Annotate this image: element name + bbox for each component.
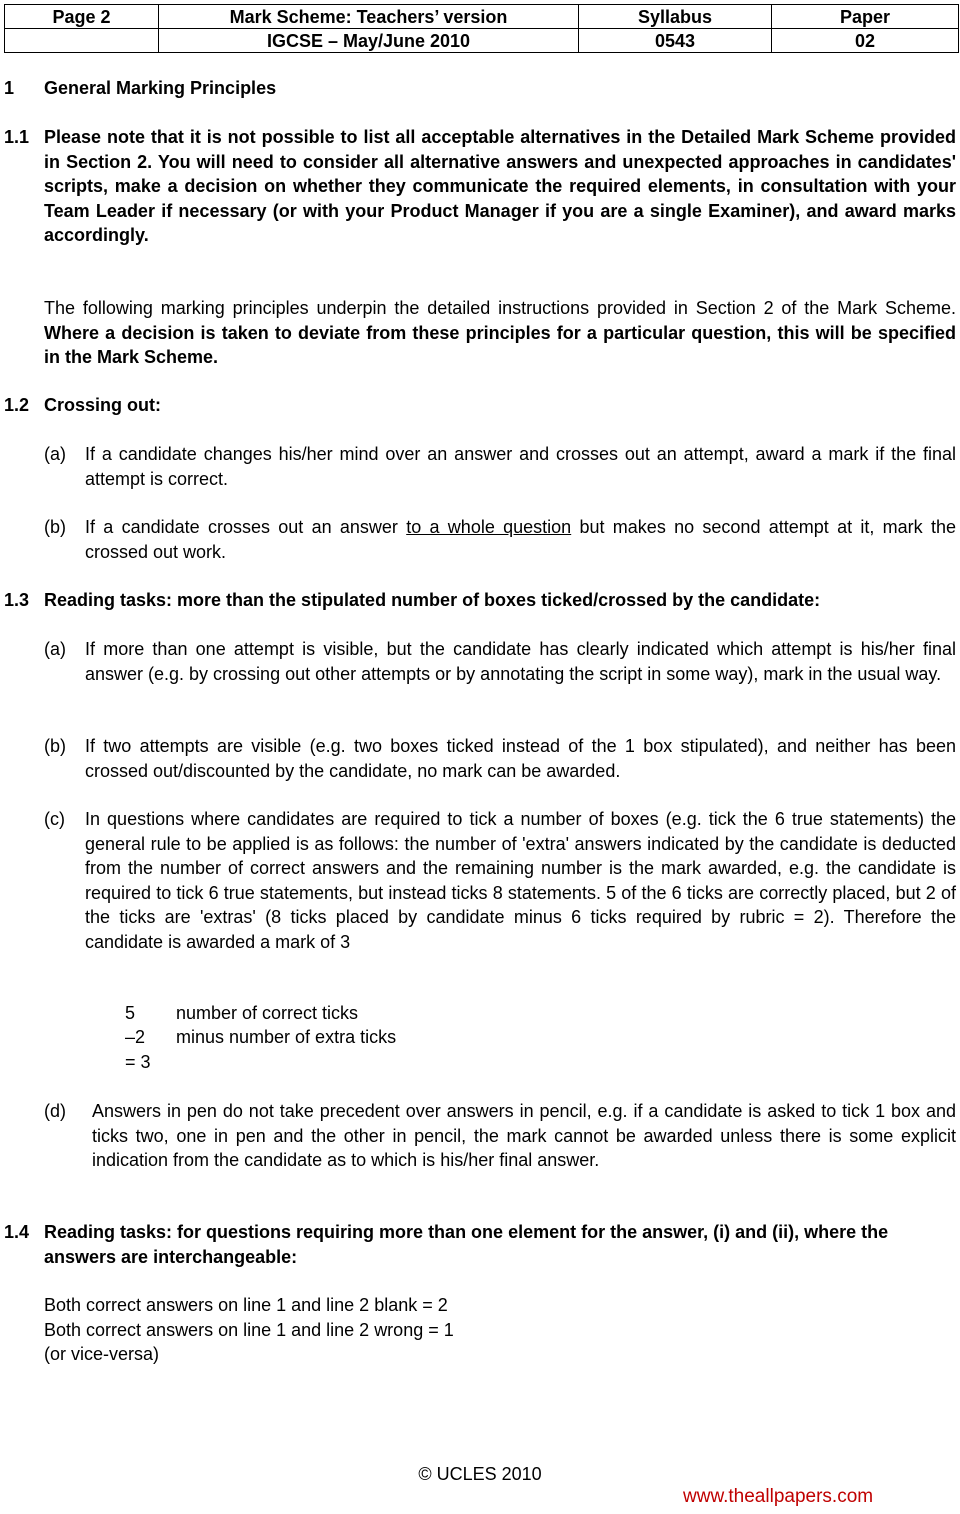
s1-1-para2-bold: Where a decision is taken to deviate from these principles for a particular question, this will be specified in the Mark Scheme. xyxy=(44,322,956,367)
s1-2-b-text-2: but makes no second attempt at it, mark the crossed out work. xyxy=(85,517,956,562)
s1-4-line-1: Both correct answers on line 1 and line 2 blank = 2 xyxy=(44,1295,448,1315)
header-paper-number: 02 xyxy=(772,29,959,53)
s1-1-paragraph-2 xyxy=(44,296,956,370)
header-empty-cell xyxy=(5,29,159,53)
header-row-2 xyxy=(5,29,959,53)
s1-3-title: Reading tasks: more than the stipulated number of boxes ticked/crossed by the candidate: xyxy=(44,590,821,610)
s1-3-c-text: In questions where candidates are required to tick a number of boxes (e.g. tick the 6 true statements) the general rule to be applied is as follows: the number of 'extra' answers indicated by the candidate is deducted from the number of correct answers and the remaining number is the mark awarded, e.g. the candidate is required to tick 6 true statements, but instead ticks 8 statements. 5 of the 6 ticks are correctly placed, but 2 of the ticks are 'extras' (8 ticks placed by candidate minus 6 ticks required by rubric = 2). Therefore the candidate is awarded a mark of 3 xyxy=(85,809,956,952)
header-page: Page 2 xyxy=(5,5,159,29)
s1-3-c-label: (c) xyxy=(44,809,65,829)
s1-3-b-text: If two attempts are visible (e.g. two boxes ticked instead of the 1 box stipulated), and neither has been crossed out/discounted by the candidate, no mark can be awarded. xyxy=(85,736,956,781)
footer-copyright: © UCLES 2010 xyxy=(418,1464,542,1484)
header-table xyxy=(4,4,959,53)
s1-1-paragraph: Please note that it is not possible to list all acceptable alternatives in the Detailed Mark Scheme provided in Section 2. You will need to consider all alternative answers and unexpected approaches in candidates' scripts, make a decision on whether they communicate the required elements, in consultation with your Team Leader if necessary (or with your Product Manager if you are a single Examiner), and award marks accordingly. xyxy=(44,127,956,245)
s1-2-b-underlined: to a whole question xyxy=(406,517,572,537)
calc-row-1-text: number of correct ticks xyxy=(176,1003,359,1023)
s1-4-line-2: Both correct answers on line 1 and line 2 wrong = 1 xyxy=(44,1320,454,1340)
s1-3-a-text: If more than one attempt is visible, but the candidate has clearly indicated which attempt is his/her final answer (e.g. by crossing out other attempts or by annotating the script in some way), mark in the usual way. xyxy=(85,639,956,684)
s1-4-title: Reading tasks: for questions requiring more than one element for the answer, (i) and (ii), where the answers are interchangeable: xyxy=(44,1222,889,1267)
header-syllabus-code: 0543 xyxy=(579,29,772,53)
s1-2-a-text: If a candidate changes his/her mind over an answer and crosses out an attempt, award a mark if the final attempt is correct. xyxy=(85,444,956,489)
header-syllabus-label: Syllabus xyxy=(579,5,772,29)
section-1-title: General Marking Principles xyxy=(44,78,277,98)
header-paper-label: Paper xyxy=(772,5,959,29)
header-exam-session: IGCSE – May/June 2010 xyxy=(159,29,579,53)
s1-1-number: 1.1 xyxy=(4,127,30,147)
s1-1-para2-normal: The following marking principles underpin the detailed instructions provided in Section 2 of the Mark Scheme. xyxy=(44,298,956,318)
header-title: Mark Scheme: Teachers’ version xyxy=(159,5,579,29)
calc-row-3-number: = 3 xyxy=(125,1052,151,1072)
s1-3-d-label: (d) xyxy=(44,1101,66,1121)
header-row-1 xyxy=(5,5,959,29)
s1-2-title: Crossing out: xyxy=(44,395,161,415)
s1-4-line-3: (or vice-versa) xyxy=(44,1344,160,1364)
calc-row-2-number: –2 xyxy=(125,1027,146,1047)
section-1-number: 1 xyxy=(4,78,15,98)
s1-2-a-label: (a) xyxy=(44,444,66,464)
s1-3-b-label: (b) xyxy=(44,736,66,756)
s1-3-number: 1.3 xyxy=(4,590,30,610)
s1-2-b-label: (b) xyxy=(44,517,66,537)
s1-2-b-text xyxy=(85,515,956,564)
s1-2-b-text-1: If a candidate crosses out an answer xyxy=(85,517,398,537)
s1-4-number: 1.4 xyxy=(4,1222,30,1242)
calc-row-2-text: minus number of extra ticks xyxy=(176,1027,397,1047)
calc-row-1-number: 5 xyxy=(125,1003,136,1023)
s1-3-d-text: Answers in pen do not take precedent over answers in pencil, e.g. if a candidate is asked to tick 1 box and ticks two, one in pen and the other in pencil, the mark cannot be awarded unless there is some explicit indication from the candidate as to which is his/her final answer. xyxy=(92,1101,956,1170)
s1-2-number: 1.2 xyxy=(4,395,30,415)
footer-website-link[interactable]: www.theallpapers.com xyxy=(683,1486,874,1507)
s1-3-a-label: (a) xyxy=(44,639,66,659)
